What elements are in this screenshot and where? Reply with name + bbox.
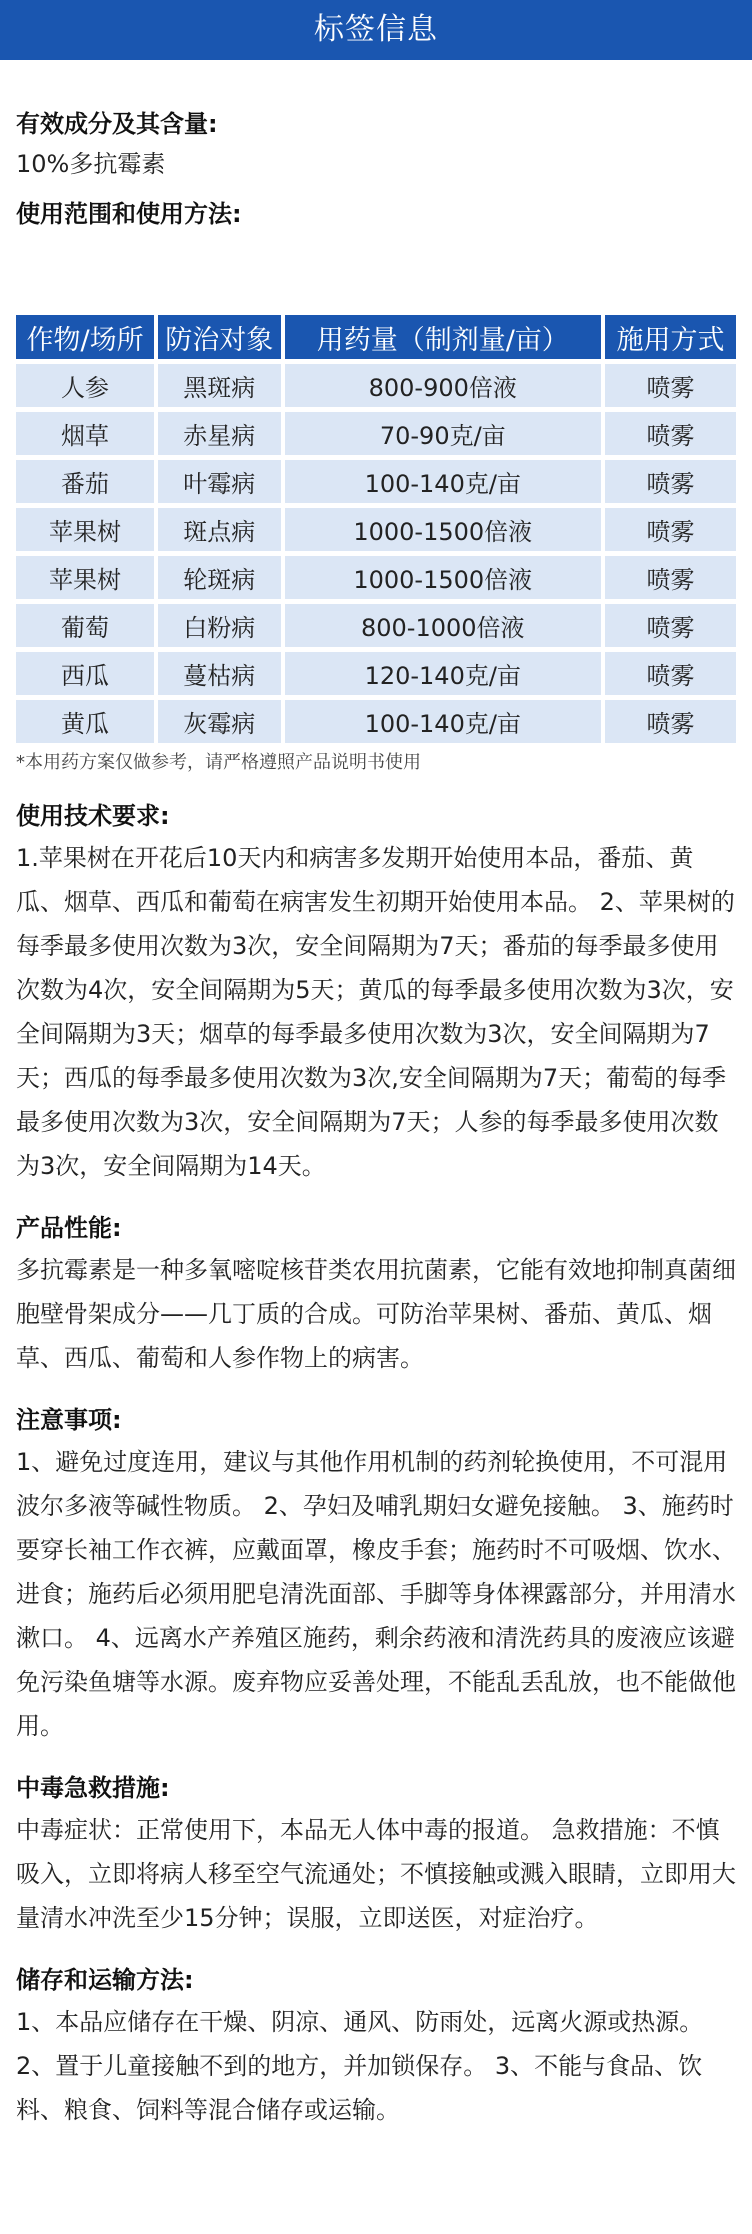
table-row [16,460,736,503]
usage-label: 使用范围和使用方法: [16,200,242,228]
cell-method: 喷雾 [605,508,736,551]
cell-crop: 西瓜 [16,652,154,695]
table-row [16,604,736,647]
header-method: 施用方式 [605,315,736,359]
table-row [16,556,736,599]
cell-target: 灰霉病 [158,700,280,743]
cell-target: 蔓枯病 [158,652,280,695]
performance-section [16,1210,736,1380]
usage-table [12,310,740,748]
usage-note: *本用药方案仅做参考，请严格遵照产品说明书使用 [16,752,421,773]
performance-text: 多抗霉素是一种多氧嘧啶核苷类农用抗菌素，它能有效地抑制真菌细胞壁骨架成分——几丁质的合成。可防治苹果树、番茄、黄瓜、烟草、西瓜、葡萄和人参作物上的病害。 [16,1256,736,1372]
table-row [16,700,736,743]
cell-method: 喷雾 [605,460,736,503]
page-title: 标签信息 [314,12,438,47]
ingredient-value: 10%多抗霉素 [16,150,166,178]
usage-table-wrap [16,310,736,776]
cell-dosage: 1000-1500倍液 [285,508,601,551]
label-content [0,106,752,2132]
header-crop: 作物/场所 [16,315,154,359]
cell-dosage: 1000-1500倍液 [285,556,601,599]
technical-section [16,798,736,1188]
table-row [16,652,736,695]
cell-crop: 黄瓜 [16,700,154,743]
performance-label: 产品性能: [16,1214,122,1242]
cell-method: 喷雾 [605,412,736,455]
table-row [16,364,736,407]
cell-crop: 烟草 [16,412,154,455]
cell-crop: 苹果树 [16,508,154,551]
cell-dosage: 120-140克/亩 [285,652,601,695]
first-aid-label: 中毒急救措施: [16,1774,170,1802]
cell-target: 赤星病 [158,412,280,455]
cell-method: 喷雾 [605,700,736,743]
cell-crop: 葡萄 [16,604,154,647]
storage-section [16,1962,736,2132]
cell-target: 白粉病 [158,604,280,647]
table-row [16,508,736,551]
header-target: 防治对象 [158,315,280,359]
cell-method: 喷雾 [605,652,736,695]
cell-dosage: 100-140克/亩 [285,460,601,503]
precautions-section [16,1402,736,1748]
table-row [16,412,736,455]
technical-label: 使用技术要求: [16,802,170,830]
cell-method: 喷雾 [605,556,736,599]
cell-method: 喷雾 [605,364,736,407]
ingredient-label: 有效成分及其含量: [16,110,218,138]
cell-crop: 人参 [16,364,154,407]
precautions-text: 1、避免过度连用，建议与其他作用机制的药剂轮换使用，不可混用波尔多液等碱性物质。 2、孕妇及哺乳期妇女避免接触。 3、施药时要穿长袖工作衣裤，应戴面罩，橡皮手套；施药时不可吸烟、饮水、进食；施药后必须用肥皂清洗面部、手脚等身体裸露部分，并用清水漱口。 4、远离水产养殖区施药，剩余药液和清洗药具的废液应该避免污染鱼塘等水源。废弃物应妥善处理，不能乱丢乱放，也不能做他用。 [16,1448,736,1740]
storage-text: 1、本品应储存在干燥、阴凉、通风、防雨处，远离火源或热源。 2、置于儿童接触不到的地方，并加锁保存。 3、不能与食品、饮料、粮食、饲料等混合储存或运输。 [16,2008,704,2124]
cell-dosage: 100-140克/亩 [285,700,601,743]
cell-target: 黑斑病 [158,364,280,407]
cell-dosage: 800-900倍液 [285,364,601,407]
usage-section [16,196,736,232]
precautions-label: 注意事项: [16,1406,122,1434]
ingredient-section [16,106,736,186]
cell-dosage: 70-90克/亩 [285,412,601,455]
cell-target: 叶霉病 [158,460,280,503]
cell-method: 喷雾 [605,604,736,647]
page-header [0,0,752,60]
technical-text: 1.苹果树在开花后10天内和病害多发期开始使用本品，番茄、黄瓜、烟草、西瓜和葡萄在病害发生初期开始使用本品。 2、苹果树的每季最多使用次数为3次，安全间隔期为7天；番茄的每季最多使用次数为4次，安全间隔期为5天；黄瓜的每季最多使用次数为3次，安全间隔期为3天；烟草的每季最多使用次数为3次，安全间隔期为7天；西瓜的每季最多使用次数为3次,安全间隔期为7天；葡萄的每季最多使用次数为3次，安全间隔期为7天；人参的每季最多使用次数为3次，安全间隔期为14天。 [16,844,735,1180]
cell-target: 斑点病 [158,508,280,551]
table-header-row [16,315,736,359]
cell-crop: 苹果树 [16,556,154,599]
cell-target: 轮斑病 [158,556,280,599]
first-aid-section [16,1770,736,1940]
header-dosage: 用药量（制剂量/亩） [285,315,601,359]
cell-crop: 番茄 [16,460,154,503]
storage-label: 储存和运输方法: [16,1966,194,1994]
first-aid-text: 中毒症状：正常使用下，本品无人体中毒的报道。 急救措施：不慎吸入，立即将病人移至空气流通处；不慎接触或溅入眼睛，立即用大量清水冲洗至少15分钟；误服，立即送医，对症治疗。 [16,1816,736,1932]
cell-dosage: 800-1000倍液 [285,604,601,647]
